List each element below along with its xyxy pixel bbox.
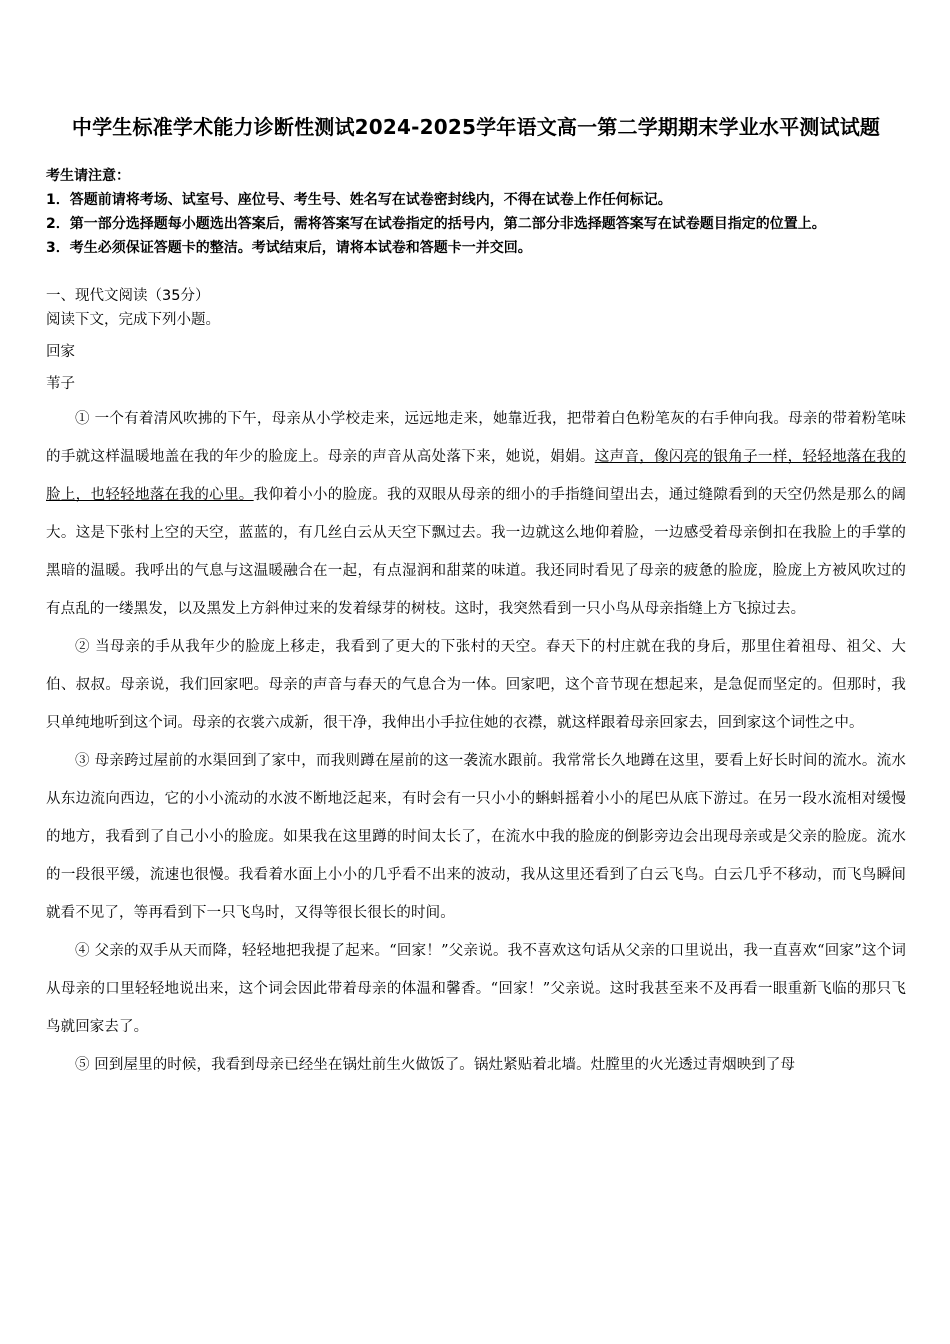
article-author: 苇子 — [46, 376, 75, 392]
paragraph-text: ① 一个有着清风吹拂的下午，母亲从小学校走来，远远地走来，她靠近我，把带着白色粉笔灰的右手伸向我。母亲的带着粉笔味的手就这样温暖地盖在我的年少的脸庞上。母亲的声音从高处落下来，她说，娟娟。 — [46, 411, 906, 465]
paragraph-text: 我仰着小小的脸庞。我的双眼从母亲的细小的手指缝间望出去，通过缝隙看到的天空仍然是那么的阔大。这是下张村上空的天空，蓝蓝的，有几丝白云从天空下飘过去。我一边就这么地仰着脸，一边感受着母亲倒扣在我脸上的手掌的黑暗的温暖。我呼出的气息与这温暖融合在一起，有点湿润和甜菜的味道。我还同时看见了母亲的疲惫的脸庞，脸庞上方被风吹过的有点乱的一缕黑发，以及黑发上方斜伸过来的发着绿芽的树枝。这时，我突然看到一只小鸟从母亲指缝上方飞掠过去。 — [46, 487, 906, 617]
notice-item: 3．考生必须保证答题卡的整洁。考试结束后，请将本试卷和答题卡一并交回。 — [46, 240, 532, 256]
exam-page — [46, 100, 906, 1084]
article-paragraph-3: ③ 母亲跨过屋前的水渠回到了家中，而我则蹲在屋前的这一袭流水跟前。我常常长久地蹲在这里，要看上好长时间的流水。流水从东边流向西边，它的小小流动的水波不断地泛起来，有时会有一只小小的蝌蚪摇着小小的尾巴从底下游过。在另一段水流相对缓慢的地方，我看到了自己小小的脸庞。如果我在这里蹲的时间太长了，在流水中我的脸庞的倒影旁边会出现母亲或是父亲的脸庞。流水的一段很平缓，流速也很慢。我看着水面上小小的几乎看不出来的波动，我从这里还看到了白云飞鸟。白云几乎不移动，而飞鸟瞬间就看不见了，等再看到下一只飞鸟时，又得等很长很长的时间。 — [46, 753, 906, 921]
article-paragraph-5: ⑤ 回到屋里的时候，我看到母亲已经坐在锅灶前生火做饭了。锅灶紧贴着北墙。灶膛里的火光透过青烟映到了母 — [75, 1057, 796, 1073]
article-title: 回家 — [46, 344, 75, 360]
notice-item: 2．第一部分选择题每小题选出答案后，需将答案写在试卷指定的括号内，第二部分非选择题答案写在试卷题目指定的位置上。 — [46, 216, 826, 232]
notice-item: 1．答题前请将考场、试室号、座位号、考生号、姓名写在试卷密封线内，不得在试卷上作任何标记。 — [46, 192, 672, 208]
article-paragraph-2: ② 当母亲的手从我年少的脸庞上移走，我看到了更大的下张村的天空。春天下的村庄就在我的身后，那里住着祖母、祖父、大伯、叔叔。母亲说，我们回家吧。母亲的声音与春天的气息合为一体。回家吧，这个音节现在想起来，是急促而坚定的。但那时，我只单纯地听到这个词。母亲的衣裳六成新，很干净，我伸出小手拉住她的衣襟，就这样跟着母亲回家去，回到家这个词性之中。 — [46, 639, 906, 731]
reading-instruction: 阅读下文，完成下列小题。 — [46, 312, 220, 328]
article-paragraph-4: ④ 父亲的双手从天而降，轻轻地把我提了起来。“回家！”父亲说。我不喜欢这句话从父亲的口里说出，我一直喜欢“回家”这个词从母亲的口里轻轻地说出来，这个词会因此带着母亲的体温和馨香。“回家！”父亲说。这时我甚至来不及再看一眼重新飞临的那只飞鸟就回家去了。 — [46, 943, 906, 1035]
article-paragraph-1 — [46, 400, 906, 628]
section-heading: 一、现代文阅读（35分） — [46, 288, 210, 304]
underlined-sentence: 这声音，像闪亮的银角子一样，轻轻地落在我的脸上，也轻轻地落在我的心里。 — [46, 449, 906, 503]
notice-heading: 考生请注意： — [46, 168, 130, 184]
exam-title: 中学生标准学术能力诊断性测试2024-2025学年语文高一第二学期期末学业水平测试试题 — [71, 115, 881, 139]
notice-block — [46, 164, 906, 260]
